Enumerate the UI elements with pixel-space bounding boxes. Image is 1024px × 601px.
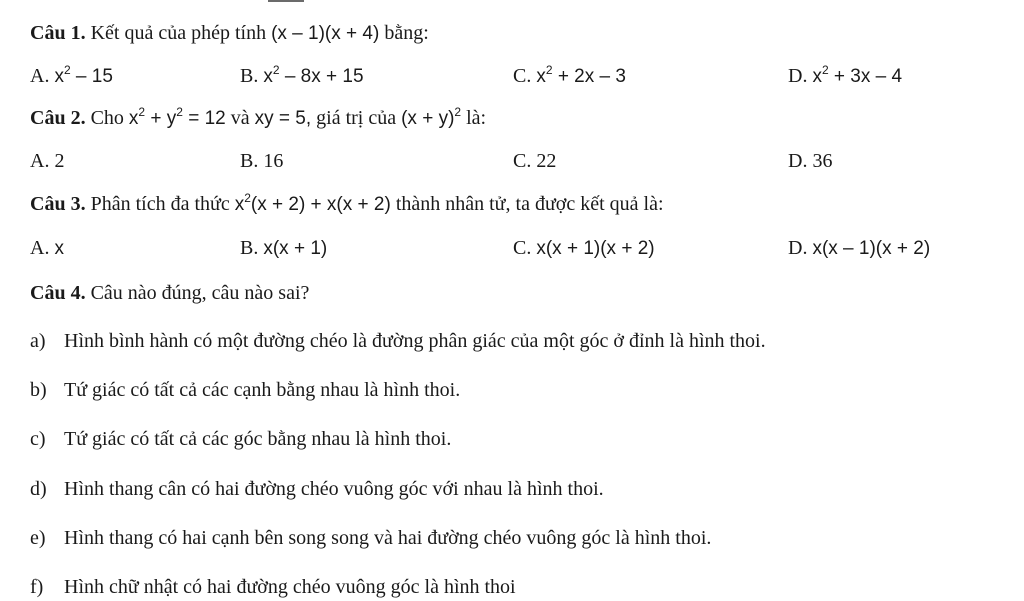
q2-option-a[interactable]: A. 2 (30, 150, 65, 172)
statement-a-text: Hình bình hành có một đường chéo là đường phân giác của một góc ở đỉnh là hình thoi. (64, 330, 766, 352)
statement-a-letter: a) (30, 330, 46, 352)
question-4 (30, 280, 309, 306)
question-4-text: Câu nào đúng, câu nào sai? (90, 282, 310, 304)
q3-option-b[interactable] (240, 235, 327, 262)
question-2-expression: $(x + y)^2$ (401, 105, 462, 129)
q3-option-a-value: x (54, 238, 64, 259)
q1-option-b[interactable] (240, 63, 364, 90)
question-2 (30, 105, 486, 132)
statement-b-letter: b) (30, 379, 47, 401)
question-1-text-post: bằng: (384, 22, 429, 44)
statement-c-letter: c) (30, 428, 46, 450)
q1-option-b-value: $x^2 - 8x + 15$ (263, 63, 364, 87)
q1-option-c-letter: C. (513, 65, 532, 87)
statement-c (30, 426, 451, 452)
q2-option-b[interactable]: B. 16 (240, 150, 284, 172)
statement-f (30, 574, 516, 600)
q1-option-b-letter: B. (240, 65, 259, 87)
q1-option-d-value: $x^2 + 3x - 4$ (812, 63, 903, 87)
question-1-text-pre: Kết quả của phép tính (90, 22, 267, 44)
question-2-text-la: là: (466, 107, 487, 129)
q1-option-c[interactable] (513, 63, 626, 90)
statement-e (30, 525, 711, 551)
question-2-text-va: và (230, 107, 250, 129)
q2-option-d[interactable]: D. 36 (788, 150, 833, 172)
question-3 (30, 191, 664, 218)
question-1-label: Câu 1. (30, 22, 86, 44)
q3-option-b-value: x(x + 1) (263, 238, 328, 259)
q3-option-c-value: x(x + 1)(x + 2) (536, 238, 655, 259)
statement-b-text: Tứ giác có tất cả các cạnh bằng nhau là hình thoi. (64, 379, 461, 401)
q1-option-a[interactable] (30, 63, 113, 90)
q1-option-d-letter: D. (788, 65, 808, 87)
q1-option-d[interactable] (788, 63, 902, 90)
statement-e-letter: e) (30, 527, 46, 549)
q1-option-c-value: $x^2 + 2x - 3$ (536, 63, 626, 87)
statement-a (30, 328, 766, 354)
top-divider (268, 0, 304, 2)
question-1-expression: (x – 1)(x + 4) (271, 23, 380, 44)
question-2-label: Câu 2. (30, 107, 86, 129)
q3-option-a[interactable] (30, 235, 64, 262)
statement-c-text: Tứ giác có tất cả các góc bằng nhau là hình thoi. (64, 428, 452, 450)
q3-option-d-value: x(x – 1)(x + 2) (812, 238, 931, 259)
statement-d-letter: d) (30, 478, 47, 500)
statement-f-text: Hình chữ nhật có hai đường chéo vuông góc là hình thoi (64, 576, 516, 598)
q3-option-d[interactable] (788, 235, 930, 262)
question-4-label: Câu 4. (30, 282, 86, 304)
q3-option-c-letter: C. (513, 237, 532, 259)
statement-f-letter: f) (30, 576, 44, 598)
q1-option-a-letter: A. (30, 65, 50, 87)
q1-option-a-value: $x^2 - 15$ (54, 63, 113, 87)
question-3-text-pre: Phân tích đa thức (90, 193, 230, 215)
question-2-equation-2: xy = 5, (254, 108, 312, 129)
question-1 (30, 20, 429, 47)
question-3-text-post: thành nhân tử, ta được kết quả là: (395, 193, 664, 215)
statement-e-text: Hình thang có hai cạnh bên song song và hai đường chéo vuông góc là hình thoi. (64, 527, 712, 549)
statement-d-text: Hình thang cân có hai đường chéo vuông góc với nhau là hình thoi. (64, 478, 604, 500)
q3-option-a-letter: A. (30, 237, 50, 259)
statement-d (30, 476, 604, 502)
question-2-equation-1: $x^2 + y^2 = 12$ (128, 105, 226, 129)
q3-option-b-letter: B. (240, 237, 259, 259)
q2-option-c[interactable]: C. 22 (513, 150, 557, 172)
question-2-text-gt: giá trị của (316, 107, 397, 129)
q3-option-c[interactable] (513, 235, 655, 262)
statement-b (30, 377, 460, 403)
question-3-label: Câu 3. (30, 193, 86, 215)
question-3-expression: $x^2(x + 2) + x(x + 2)$ (234, 191, 391, 215)
question-2-text-cho: Cho (90, 107, 124, 129)
q3-option-d-letter: D. (788, 237, 808, 259)
